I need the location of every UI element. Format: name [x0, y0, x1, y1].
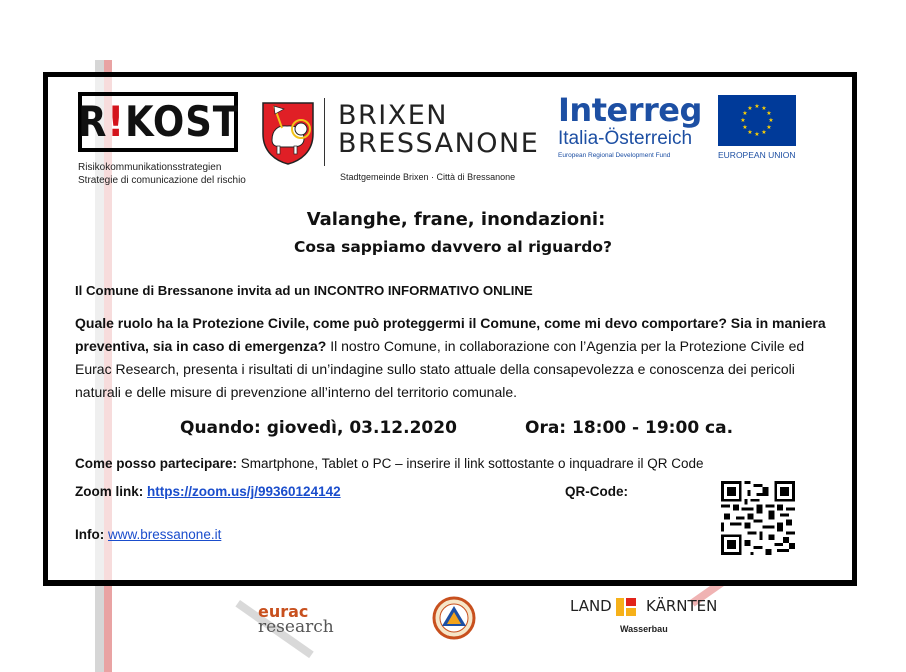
rikost-logo: [78, 92, 238, 152]
rikost-logo-kost: KOST: [124, 97, 239, 146]
svg-text:★: ★: [761, 129, 767, 136]
eurac-logo: eurac: [258, 602, 309, 621]
event-subtitle: Cosa sappiamo davvero al riguardo?: [293, 238, 612, 256]
civil-protection-icon: [432, 596, 476, 640]
svg-text:★: ★: [754, 103, 760, 110]
land-label: LAND: [570, 597, 612, 615]
info-link[interactable]: www.bressanone.it: [108, 527, 222, 542]
brixen-title-line1: BRIXEN: [338, 100, 448, 131]
kaernten-label: KÄRNTEN: [646, 597, 718, 615]
qr-code-icon[interactable]: [721, 481, 795, 555]
svg-text:★: ★: [747, 129, 753, 136]
wasserbau-label: Wasserbau: [620, 624, 668, 634]
svg-text:★: ★: [754, 131, 760, 138]
invite-text: Il Comune di Bressanone invita ad un INCONTRO INFORMATIVO ONLINE: [75, 283, 533, 298]
event-time: Ora: 18:00 - 19:00 ca.: [525, 418, 734, 438]
svg-text:★: ★: [761, 105, 767, 112]
eu-flag-icon: [718, 95, 796, 146]
brixen-title: [338, 102, 539, 158]
zoom-link[interactable]: https://zoom.us/j/99360124142: [147, 484, 341, 499]
description-text: Il nostro Comune, in collaborazione con l’Agenzia per la Protezione Civile ed Eurac Research, presenta i risultati di un’indagine sullo stato attuale della consapevolezza e conoscenza dei pericoli naturali e delle misure di prevenzione all’interno del territorio comunale.: [75, 338, 805, 400]
brixen-subtitle: Stadtgemeinde Brixen · Città di Bressanone: [340, 172, 516, 182]
interreg-logo: Interreg: [558, 91, 702, 129]
rikost-logo-r: R: [77, 97, 107, 146]
rikost-subtitle-it: Strategie di comunicazione del rischio: [78, 175, 246, 186]
zoom-label: Zoom link:: [75, 484, 144, 499]
participate-label: Come posso partecipare:: [75, 456, 238, 471]
land-kaernten-mark-icon: [616, 598, 636, 616]
event-title: Valanghe, frane, inondazioni:: [306, 209, 606, 230]
svg-text:★: ★: [768, 117, 774, 124]
participate-text: Smartphone, Tablet o PC – inserire il link sottostante o inquadrare il QR Code: [237, 456, 704, 471]
brixen-divider: [324, 98, 325, 166]
rikost-subtitle: [78, 161, 246, 187]
svg-text:★: ★: [766, 124, 772, 131]
participate-line: [75, 456, 704, 471]
brixen-title-line2: BRESSANONE: [338, 128, 540, 159]
info-line: [75, 527, 221, 542]
eurac-logo-research: research: [258, 617, 334, 637]
interreg-fund: European Regional Development Fund: [558, 152, 671, 159]
brixen-crest-icon: [260, 100, 316, 166]
rikost-logo-bang: !: [106, 97, 125, 146]
svg-text:★: ★: [740, 117, 746, 124]
svg-text:★: ★: [747, 105, 753, 112]
eu-label: EUROPEAN UNION: [718, 150, 796, 160]
rikost-subtitle-de: Risikokommunikationsstrategien: [78, 162, 222, 173]
description-paragraph: [75, 312, 835, 404]
description-question: Quale ruolo ha la Protezione Civile, come può proteggermi il Comune, come mi devo comportare? Sia in maniera preventiva, sia in caso di emergenza?: [75, 315, 826, 354]
svg-text:★: ★: [742, 124, 748, 131]
event-date: Quando: giovedì, 03.12.2020: [180, 418, 457, 438]
svg-text:★: ★: [742, 110, 748, 117]
svg-text:★: ★: [766, 110, 772, 117]
info-label: Info:: [75, 527, 105, 542]
qr-label: QR-Code:: [565, 484, 628, 499]
zoom-line: [75, 484, 341, 499]
interreg-region: Italia-Österreich: [558, 128, 693, 149]
